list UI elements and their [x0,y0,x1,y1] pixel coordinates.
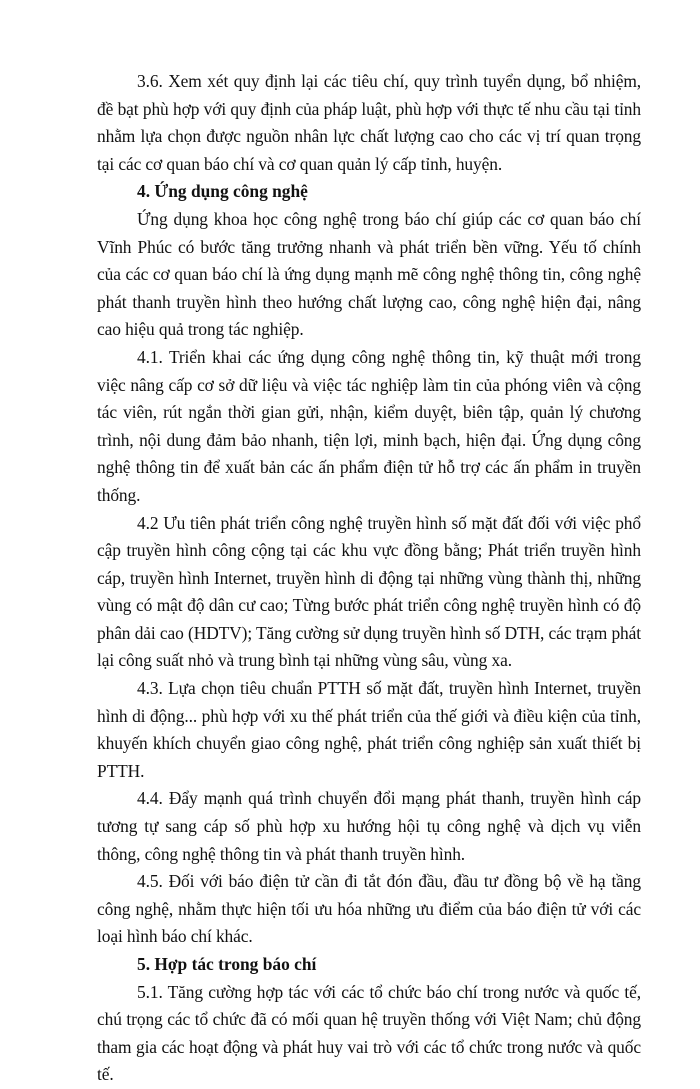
section-heading-5: 5. Hợp tác trong báo chí [137,954,317,974]
paragraph-4-4: 4.4. Đẩy mạnh quá trình chuyển đổi mạng phát thanh, truyền hình cáp tương tự sang cáp số phù hợp xu hướng hội tụ công nghệ và dịch vụ viễn thông, công nghệ thông tin và phát thanh truyền hình. [97,788,641,864]
paragraph-4-3: 4.3. Lựa chọn tiêu chuẩn PTTH số mặt đất, truyền hình Internet, truyền hình di động... phù hợp với xu thế phát triển của thế giới và điều kiện của tỉnh, khuyến khích chuyển giao công nghệ, phát triển công nghiệp sản xuất thiết bị PTTH. [97,678,641,781]
paragraph-4-5: 4.5. Đối với báo điện tử cần đi tắt đón đầu, đầu tư đồng bộ về hạ tầng công nghệ, nhằm thực hiện tối ưu hóa những ưu điểm của báo điện tử với các loại hình báo chí khác. [97,871,641,947]
document-body [97,68,641,1089]
paragraph-4-1: 4.1. Triển khai các ứng dụng công nghệ thông tin, kỹ thuật mới trong việc nâng cấp cơ sở dữ liệu và việc tác nghiệp làm tin của phóng viên và cộng tác viên, rút ngắn thời gian gửi, nhận, kiểm duyệt, biên tập, quản lý chương trình, nội dung đảm bảo nhanh, tiện lợi, minh bạch, hiện đại. Ứng dụng công nghệ thông tin để xuất bản các ấn phẩm điện tử hỗ trợ các ấn phẩm in truyền thống. [97,346,641,505]
paragraph-3-6: 3.6. Xem xét quy định lại các tiêu chí, quy trình tuyển dụng, bổ nhiệm, đề bạt phù hợp với quy định của pháp luật, phù hợp với thực tế nhu cầu tại tỉnh nhằm lựa chọn được nguồn nhân lực chất lượng cao cho các vị trí quan trọng tại các cơ quan báo chí và cơ quan quản lý cấp tỉnh, huyện. [97,71,641,174]
paragraph-5-1: 5.1. Tăng cường hợp tác với các tổ chức báo chí trong nước và quốc tế, chú trọng các tổ chức đã có mối quan hệ truyền thống với Việt Nam; chủ động tham gia các hoạt động và phát huy vai trò với các tổ chức trong nước và quốc tế. [97,981,641,1085]
section-heading-4: 4. Ứng dụng công nghệ [137,181,308,202]
paragraph-4-2: 4.2 Ưu tiên phát triển công nghệ truyền hình số mặt đất đối với việc phổ cập truyền hình công cộng tại các khu vực đồng bằng; Phát triển truyền hình cáp, truyền hình Internet, truyền hình di động tại những vùng thành thị, những vùng có mật độ dân cư cao; Từng bước phát triển công nghệ truyền hình có độ phân dải cao (HDTV); Tăng cường sử dụng truyền hình số DTH, các trạm phát lại công suất nhỏ và trung bình tại những vùng sâu, vùng xa. [97,512,641,671]
paragraph-4-intro: Ứng dụng khoa học công nghệ trong báo chí giúp các cơ quan báo chí Vĩnh Phúc có bước tăng trưởng nhanh và phát triển bền vững. Yếu tố chính của các cơ quan báo chí là ứng dụng mạnh mẽ công nghệ thông tin, công nghệ phát thanh truyền hình theo hướng chất lượng cao, công nghệ hiện đại, nâng cao hiệu quả trong tác nghiệp. [97,208,641,340]
